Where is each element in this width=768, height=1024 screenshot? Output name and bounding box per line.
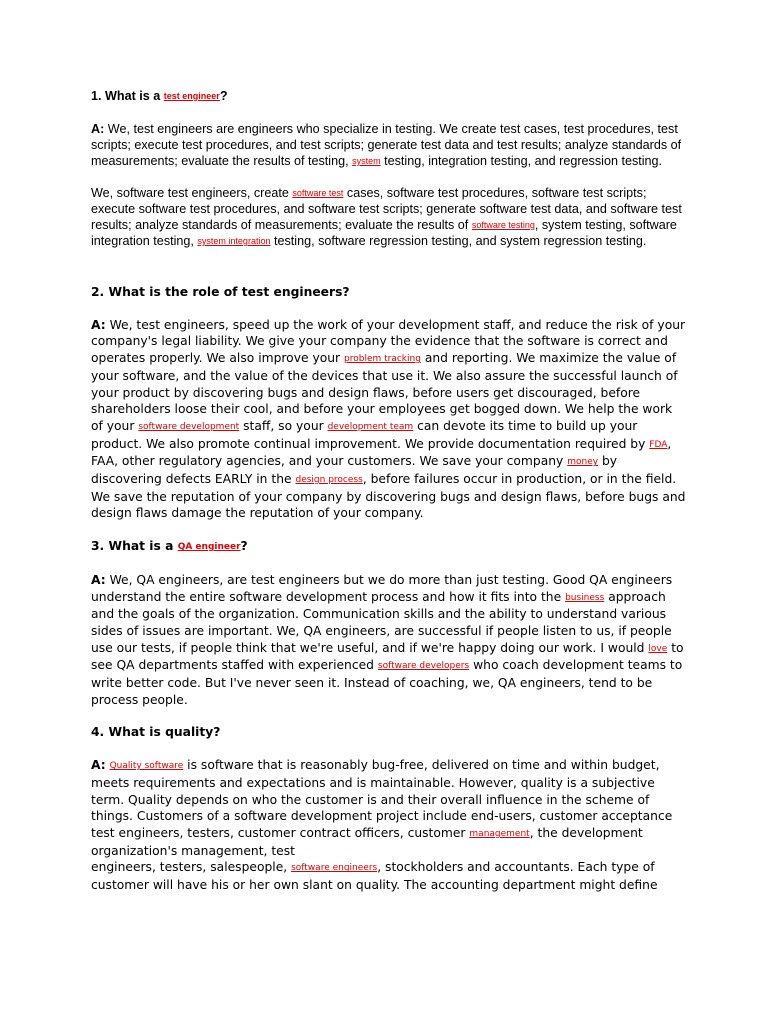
section-q1 xyxy=(91,88,687,265)
answer-text: approach and the goals of the organization. Communication skills and the ability to understand various sides of issues are important. We, QA engineers, are successful if people listen to us, if people use our tests, if people think that we're useful, and if we're happy doing our work. I would xyxy=(91,589,672,655)
answer-text: , stockholders and accountants. Each type of customer will have his or her own slant on quality. The accounting department might define xyxy=(91,860,658,893)
link-qa-engineer[interactable]: QA engineer xyxy=(177,542,241,553)
answer-3-paragraph xyxy=(91,572,687,709)
question-3-heading xyxy=(91,538,687,556)
answer-text: to see QA departments staffed with experienced xyxy=(91,640,684,673)
question-1-heading xyxy=(91,88,687,104)
question-3-heading-end: ? xyxy=(240,539,248,554)
answer-text: , before failures occur in production, or in the field. We save the reputation of your company by discovering bugs and design flaws, before bugs and design flaws damage the reputation of your company. xyxy=(91,472,686,521)
link-problem-tracking[interactable]: problem tracking xyxy=(344,354,421,365)
answer-label: A: xyxy=(91,317,106,332)
answer-text: engineers, testers, salespeople, xyxy=(91,860,292,875)
link-development-team[interactable]: development team xyxy=(327,421,414,432)
answer-text: We, software test engineers, create xyxy=(91,186,293,200)
answer-text: , FAA, other regulatory agencies, and your customers. We save your company xyxy=(91,436,672,469)
sections-q2-q4 xyxy=(91,284,687,910)
answer-4-paragraph xyxy=(91,757,687,894)
answer-text: who coach development teams to write better code. But I've never seen it. Instead of coaching, we, QA engineers, tend to be process people. xyxy=(91,658,683,707)
question-1-heading-end: ? xyxy=(219,89,228,103)
link-software-test[interactable]: software test xyxy=(292,188,344,198)
answer-text: We, test engineers are engineers who specialize in testing. We create test cases, test procedures, test scripts; execute test procedures, and test scripts; generate test data and test results; analyze standards of measurements; evaluate the results of testing, xyxy=(91,122,682,168)
link-business[interactable]: business xyxy=(565,592,605,603)
link-test-engineer[interactable]: test engineer xyxy=(163,91,220,101)
answer-text: cases, software test procedures, software test scripts; execute software test procedures, and software test scripts; generate software test data, and software test results; analyze standards of measurements; evaluate the results of xyxy=(91,186,682,232)
link-software-engineers[interactable]: software engineers xyxy=(291,863,378,874)
link-design-process[interactable]: design process xyxy=(295,475,363,486)
link-quality-software[interactable]: Quality software xyxy=(109,761,184,772)
answer-text: by discovering defects EARLY in the xyxy=(91,454,618,487)
question-2-heading: 2. What is the role of test engineers? xyxy=(91,285,350,299)
answer-1-paragraph-1 xyxy=(91,121,687,169)
answer-text: testing, integration testing, and regression testing. xyxy=(380,154,663,168)
answer-2-paragraph xyxy=(91,317,687,522)
answer-label: A: xyxy=(91,122,105,136)
link-software-development[interactable]: software development xyxy=(138,421,240,432)
link-software-developers[interactable]: software developers xyxy=(377,661,470,672)
question-4-heading: 4. What is quality? xyxy=(91,725,221,740)
answer-1-paragraph-2 xyxy=(91,185,687,249)
answer-text: and reporting. We maximize the value of your software, and the value of the devices that use it. We also assure the successful launch of your product by discovering bugs and design flaws, before users get discouraged, before shareholders loose their cool, and before your employees get bogged down. We help the work of your xyxy=(91,351,678,433)
answer-text: is software that is reasonably bug-free, delivered on time and within budget, meets requirements and expectations and is maintainable. However, quality is a subjective term. Quality depends on who the customer is and their overall influence in the scheme of things. Customers of a software development project include end-users, customer acceptance test engineers, testers, customer contract officers, customer xyxy=(91,758,673,840)
question-3-heading-text: 3. What is a xyxy=(91,539,178,554)
answer-text: testing, software regression testing, and system regression testing. xyxy=(270,234,647,248)
answer-text: , system testing, software integration testing, xyxy=(91,218,677,248)
answer-text: We, test engineers, speed up the work of your development staff, and reduce the risk of your company's legal liability. We give your company the evidence that the software is correct and operates properly. We also improve your xyxy=(91,317,686,366)
answer-text: can devote its time to build up your product. We also promote continual improvement. We provide documentation required by xyxy=(91,418,650,451)
link-money[interactable]: money xyxy=(567,457,599,468)
link-fda[interactable]: FDA xyxy=(649,439,668,450)
link-management[interactable]: management xyxy=(469,828,530,839)
link-love[interactable]: love xyxy=(648,643,668,654)
link-system-integration[interactable]: system integration xyxy=(197,236,271,246)
question-1-heading-text: 1. What is a xyxy=(91,89,164,103)
answer-text: staff, so your xyxy=(239,418,328,433)
answer-text: , the development organization's management, test xyxy=(91,825,643,858)
link-software-testing[interactable]: software testing xyxy=(471,220,535,230)
answer-label: A: xyxy=(91,572,106,587)
answer-text: We, QA engineers, are test engineers but we do more than just testing. Good QA engineers understand the entire software development process and how it fits into the xyxy=(91,572,673,604)
answer-label: A: xyxy=(91,758,106,773)
link-system[interactable]: system xyxy=(352,156,381,166)
